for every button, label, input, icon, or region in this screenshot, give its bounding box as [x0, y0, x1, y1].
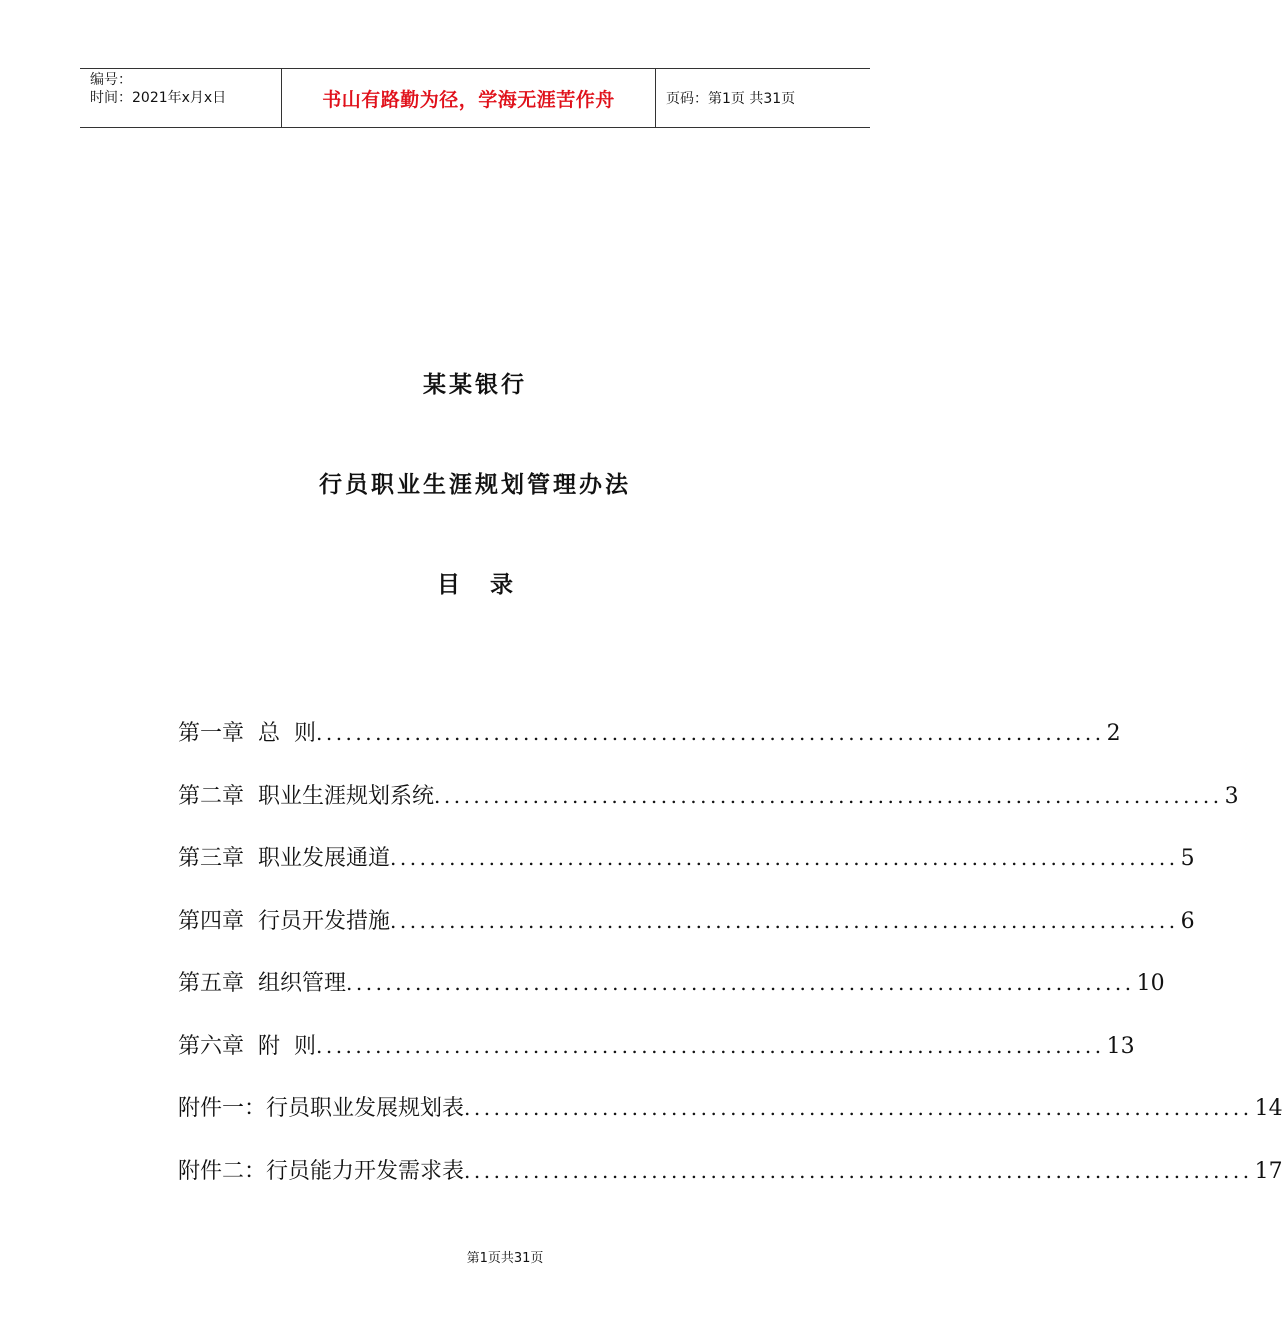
- toc-entry-label: 第二章 职业生涯规划系统: [178, 783, 434, 809]
- toc-entry-page: 6: [1180, 908, 1195, 934]
- toc-entry-label: 第四章 行员开发措施: [178, 908, 390, 934]
- org-title: 某某银行: [423, 372, 527, 398]
- table-of-contents: [178, 716, 1283, 1216]
- toc-leader-dots: ................................................................................: [390, 846, 1179, 870]
- header-motto: 书山有路勤为径，学海无涯苦作舟: [322, 88, 615, 111]
- toc-entry[interactable]: [178, 1029, 1135, 1092]
- toc-leader-dots: ................................................................................: [434, 783, 1223, 808]
- header-meta: [80, 69, 282, 127]
- toc-entry-label: 第三章 职业发展通道: [178, 846, 390, 871]
- toc-entry-label: 第五章 组织管理: [178, 971, 346, 996]
- toc-heading-a: 目: [437, 572, 460, 598]
- toc-leader-dots: ................................................................................: [315, 1033, 1105, 1058]
- toc-entry-page: 2: [1106, 721, 1121, 746]
- toc-entry-label: 第六章 附 则: [178, 1033, 316, 1059]
- toc-entry-page: 13: [1106, 1033, 1135, 1059]
- toc-entry[interactable]: [178, 779, 1239, 842]
- toc-leader-dots: ................................................................................: [315, 721, 1105, 745]
- page-header: [80, 68, 870, 128]
- toc-entry-label: 第一章 总 则: [178, 721, 316, 746]
- toc-entry-page: 17: [1254, 1158, 1283, 1184]
- toc-entry[interactable]: [178, 1154, 1283, 1217]
- toc-entry-page: 14: [1254, 1096, 1283, 1121]
- toc-entry-label: 附件二：行员能力开发需求表: [178, 1158, 465, 1184]
- page-footer: 第1页共31页: [466, 1251, 544, 1266]
- toc-leader-dots: ................................................................................: [464, 1158, 1253, 1183]
- toc-leader-dots: ................................................................................: [390, 908, 1179, 933]
- toc-leader-dots: ................................................................................: [464, 1096, 1253, 1120]
- toc-entry-page: 3: [1224, 783, 1239, 809]
- toc-entry[interactable]: [178, 716, 1121, 779]
- toc-entry[interactable]: [178, 904, 1195, 967]
- toc-entry-label: 附件一：行员职业发展规划表: [178, 1096, 465, 1121]
- toc-entry[interactable]: [178, 1091, 1283, 1154]
- toc-entry[interactable]: [178, 841, 1195, 904]
- toc-leader-dots: ................................................................................: [346, 971, 1135, 995]
- toc-heading-b: 录: [490, 572, 513, 598]
- header-motto-cell: [282, 69, 656, 127]
- document-title: 行员职业生涯规划管理办法: [319, 472, 631, 498]
- toc-heading: [0, 566, 950, 599]
- header-number-label: 编号：: [90, 72, 132, 88]
- header-date: 时间：2021年x月x日: [90, 90, 227, 106]
- header-page-info: 页码：第1页 共31页: [666, 91, 796, 107]
- toc-entry-page: 5: [1180, 846, 1195, 871]
- toc-entry-page: 10: [1136, 971, 1165, 996]
- toc-entry[interactable]: [178, 966, 1165, 1029]
